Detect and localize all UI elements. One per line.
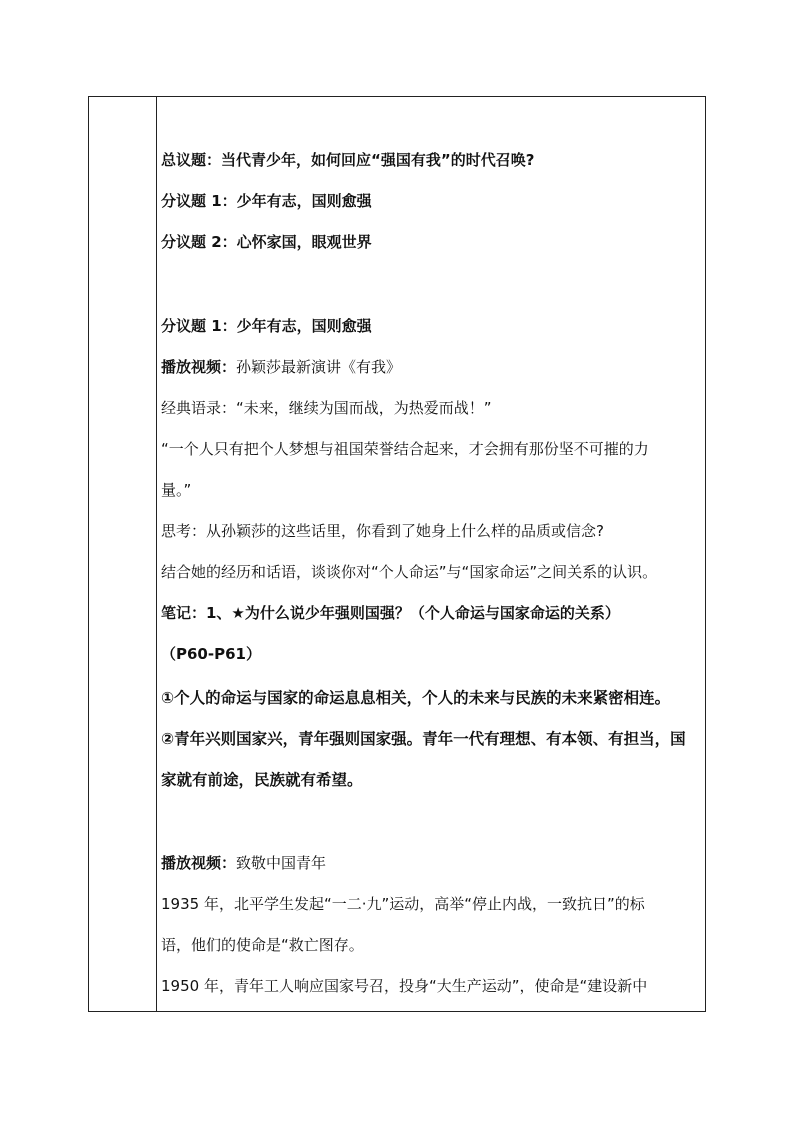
quote-1: “未来，继续为国而战，为热爱而战！”	[236, 399, 492, 417]
point-2-line-2: 家就有前途，民族就有希望。	[161, 771, 363, 789]
quote-line	[161, 398, 492, 418]
think-question: 思考：从孙颖莎的这些话里，你看到了她身上什么样的品质或信念?	[161, 522, 604, 540]
para-1935-line-1: 1935 年，北平学生发起“一二·九”运动，高举“停止内战，一致抗日”的标	[161, 895, 645, 913]
video-line-1	[161, 357, 401, 377]
video-line-2	[161, 853, 326, 873]
point-1: ①个人的命运与国家的命运息息相关，个人的未来与民族的未来紧密相连。	[161, 689, 671, 707]
note-line-1: 笔记：1、★为什么说少年强则国强？（个人命运与国家命运的关系）	[161, 604, 620, 622]
point-2-line-1: ②青年兴则国家兴，青年强则国家强。青年一代有理想、有本领、有担当，国	[161, 730, 686, 748]
section1-heading: 分议题 1：少年有志，国则愈强	[161, 317, 372, 335]
sub-topic-1: 分议题 1：少年有志，国则愈强	[161, 192, 372, 210]
para-1950-line-1: 1950 年，青年工人响应国家号召，投身“大生产运动”，使命是“建设新中	[161, 977, 648, 995]
sub-topic-2: 分议题 2：心怀家国，眼观世界	[161, 233, 372, 251]
video-title-2: 致敬中国青年	[236, 854, 327, 872]
quote-2-line-1: “一个人只有把个人梦想与祖国荣誉结合起来，才会拥有那份坚不可摧的力	[161, 440, 649, 458]
discuss-question: 结合她的经历和话语，谈谈你对“个人命运”与“国家命运”之间关系的认识。	[161, 563, 658, 581]
video-label: 播放视频：	[161, 358, 237, 376]
quote-label: 经典语录：	[161, 399, 237, 417]
video-label-2: 播放视频：	[161, 854, 237, 872]
main-topic: 总议题：当代青少年，如何回应“强国有我”的时代召唤?	[161, 151, 535, 169]
para-1935-line-2: 语，他们的使命是“救亡图存。	[161, 936, 364, 954]
video-title: 孙颖莎最新演讲《有我》	[236, 358, 402, 376]
note-line-2: （P60-P61）	[161, 645, 261, 663]
quote-2-line-2: 量。”	[161, 481, 192, 499]
column-divider	[156, 97, 157, 1011]
